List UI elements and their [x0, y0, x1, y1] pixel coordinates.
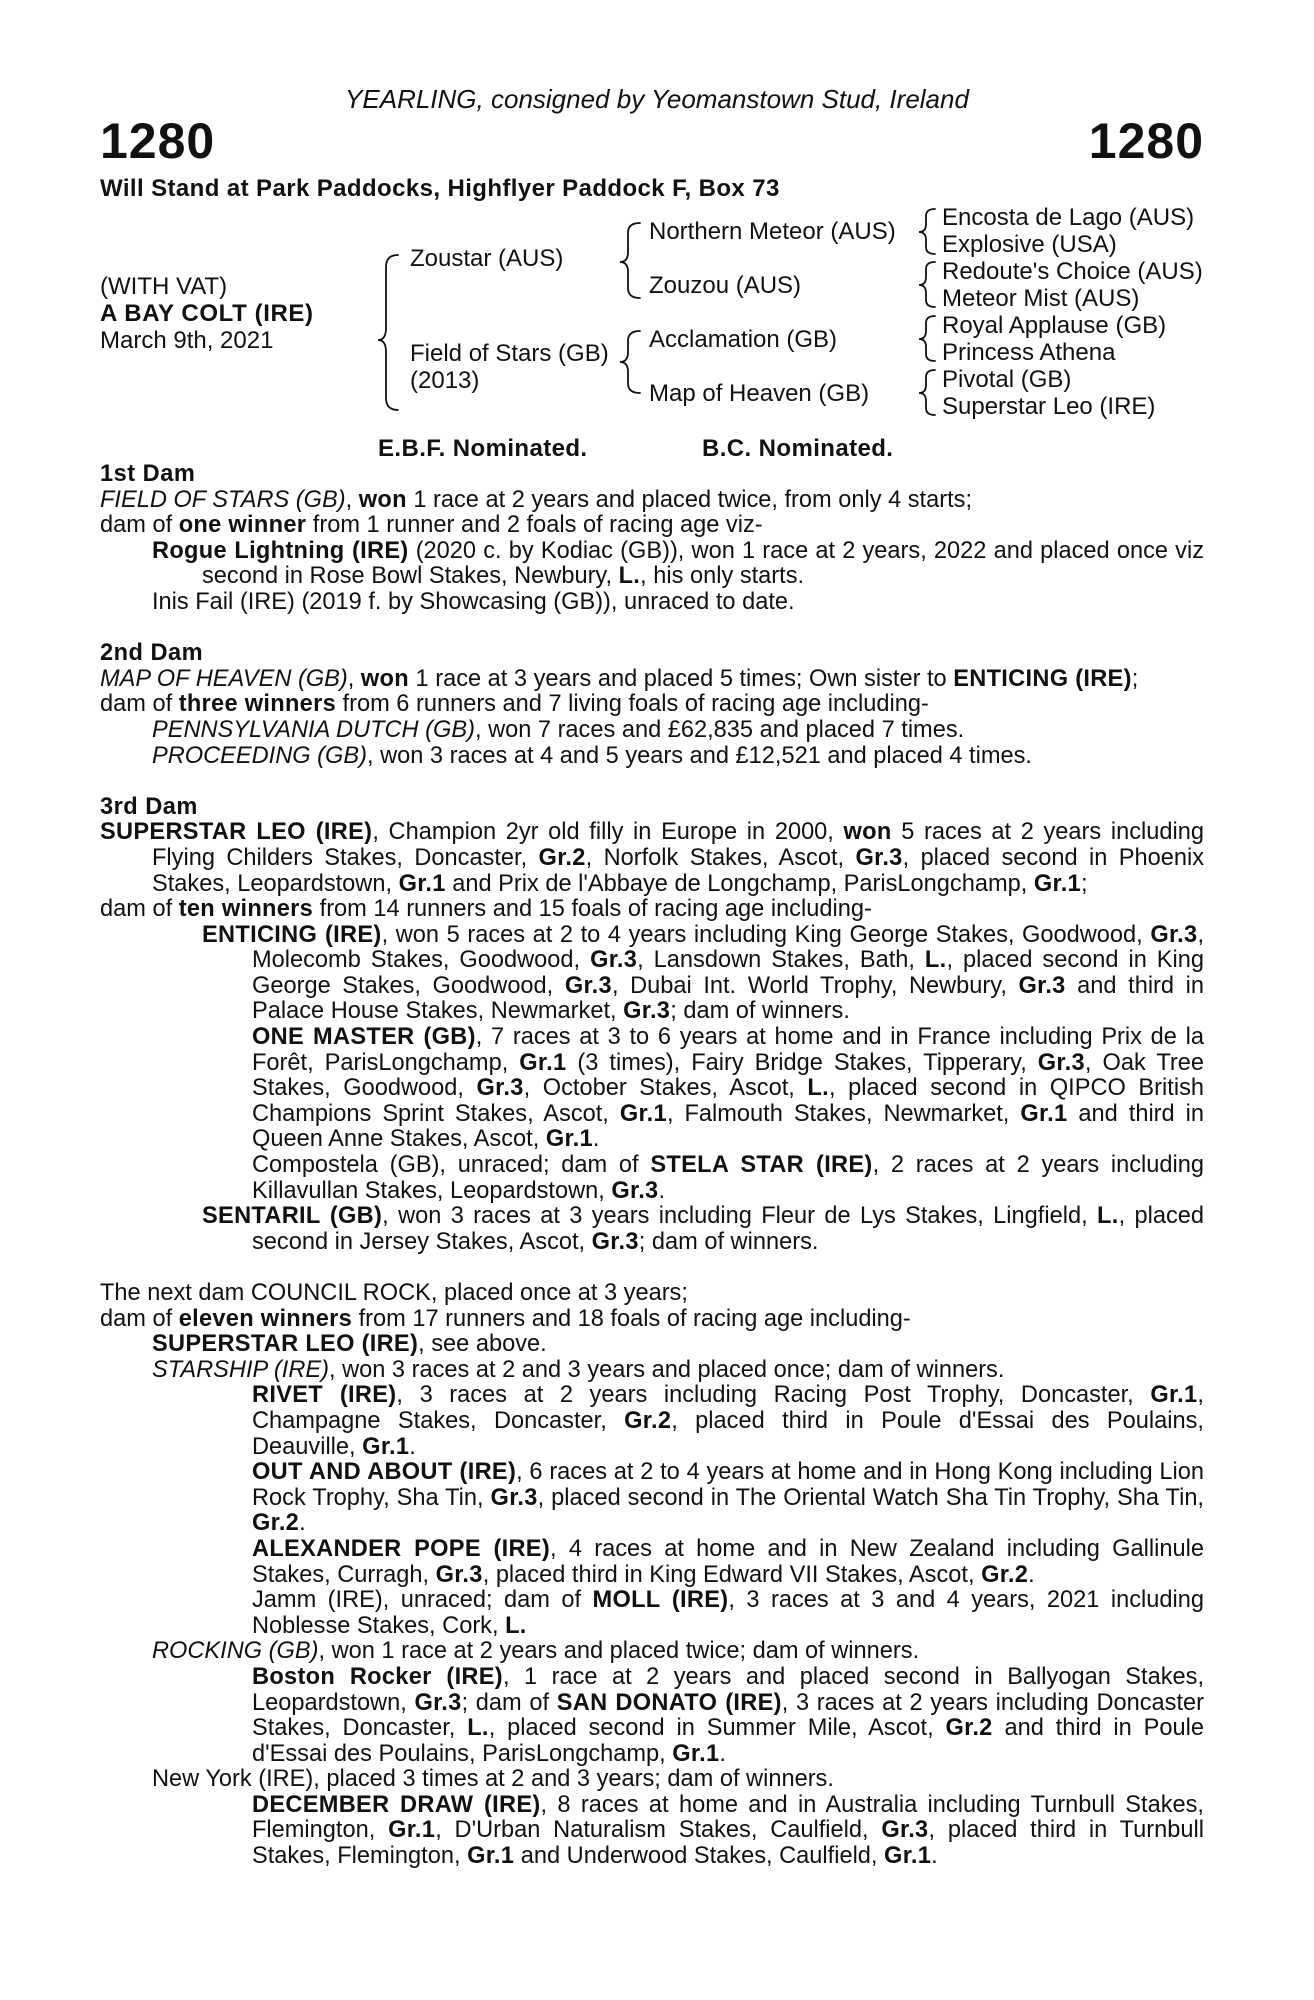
bold-run: Gr.2 [538, 844, 586, 871]
text-run: ; dam of winners. [670, 998, 850, 1025]
second-dam-line [100, 667, 1204, 693]
text-run: and Prix de l'Abbaye de Longchamp, ParisLongchamp, [445, 870, 1034, 897]
dam-sire-name: Acclamation (GB) [649, 326, 838, 353]
bold-run: L. [1096, 1203, 1119, 1230]
text-run: Compostela (GB), unraced; dam of [252, 1152, 651, 1179]
bold-run: Gr.1 [388, 1817, 436, 1844]
text-run: , 4 races at home and in New Zealand including Gallinule Stakes, Curragh, [252, 1535, 1204, 1588]
produce-record [100, 462, 1204, 1870]
bold-run: Gr.1 [519, 1049, 567, 1076]
grand-ancestor-3: Redoute's Choice (AUS) [942, 258, 1203, 285]
next-dam-summary [100, 1307, 1204, 1333]
text-run: and Underwood Stakes, Caulfield, [514, 1843, 885, 1870]
text-run: 5 races at 2 years including Flying Childers Stakes, Doncaster, [152, 819, 1204, 871]
bold-run: Rogue Lightning (IRE) [152, 537, 409, 564]
third-dam-heading: 3rd Dam [100, 793, 198, 820]
grand-ancestor-8: Superstar Leo (IRE) [942, 393, 1156, 420]
bold-run: L. [618, 563, 641, 590]
bold-run: Gr.2 [981, 1561, 1029, 1588]
text-run: and third in Queen Anne Stakes, Ascot, [252, 1100, 1205, 1153]
bracket-g2 [919, 262, 935, 307]
vat-note: (WITH VAT) [100, 273, 228, 300]
bracket-g1 [919, 209, 935, 254]
bold-run: Gr.3 [435, 1561, 483, 1588]
section-gap [100, 1255, 1204, 1281]
bold-run: Gr.3 [490, 1484, 538, 1511]
bold-run: L. [467, 1715, 489, 1742]
text-run: , won 1 race at 2 years and placed twice; dam of winners. [318, 1638, 920, 1665]
text-run: , Champagne Stakes, Doncaster, [252, 1382, 1204, 1434]
produce-entry [100, 1767, 1204, 1793]
text-run: ; dam of winners. [638, 1228, 819, 1255]
second-dam-heading: 2nd Dam [100, 640, 204, 667]
second-dam-summary [100, 692, 1204, 718]
text-run: and third in Poule d'Essai des Poulains, ParisLongchamp, [252, 1715, 1204, 1767]
text-run: , placed second in QIPCO British Champions Sprint Stakes, Ascot, [252, 1075, 1204, 1127]
third-dam-line [100, 820, 1204, 897]
bold-run: Gr.1 [1020, 1100, 1068, 1127]
bold-run: STELA STAR (IRE) [650, 1152, 873, 1179]
text-run: dam of [100, 691, 179, 718]
italic-run: PENNSYLVANIA DUTCH (GB) [152, 716, 475, 743]
text-run: , 3 races at 2 years including Doncaster Stakes, Doncaster, [252, 1689, 1204, 1742]
bold-run: Gr.2 [624, 1407, 672, 1434]
text-run: from 14 runners and 15 foals of racing age including- [313, 896, 872, 923]
italic-run: MAP OF HEAVEN (GB) [100, 665, 348, 692]
bracket-sire [620, 223, 640, 298]
bold-run: won [358, 486, 407, 513]
bold-run: Gr.1 [545, 1126, 593, 1153]
produce-entry [100, 1025, 1204, 1153]
bold-run: ALEXANDER POPE (IRE) [252, 1535, 550, 1562]
bold-run: Gr.1 [467, 1843, 515, 1870]
bold-run: Gr.1 [619, 1100, 667, 1127]
grand-ancestor-4: Meteor Mist (AUS) [942, 285, 1140, 312]
produce-entry [100, 590, 1204, 616]
produce-entry [100, 1460, 1204, 1537]
section-gap [100, 769, 1204, 795]
text-run: , 2 races at 2 years including Killavullan Stakes, Leopardstown, [252, 1152, 1205, 1204]
text-run: , 8 races at home and in Australia including Turnbull Stakes, Flemington, [252, 1791, 1204, 1844]
produce-entry [100, 744, 1204, 770]
bold-run: SUPERSTAR LEO (IRE) [100, 819, 373, 846]
produce-entry [100, 1537, 1204, 1588]
bold-run: three winners [178, 691, 336, 718]
produce-entry [100, 539, 1204, 590]
italic-run: PROCEEDING (GB) [152, 742, 367, 769]
text-run: , Falmouth Stakes, Newmarket, [666, 1100, 1021, 1127]
grand-ancestor-7: Pivotal (GB) [942, 366, 1072, 393]
sire-dam-name: Zouzou (AUS) [649, 272, 802, 299]
text-run: , Oak Tree Stakes, Goodwood, [252, 1049, 1204, 1102]
text-run: , D'Urban Naturalism Stakes, Caulfield, [435, 1817, 882, 1844]
grand-ancestor-5: Royal Applause (GB) [942, 312, 1167, 339]
text-run: (3 times), Fairy Bridge Stakes, Tipperary, [566, 1049, 1038, 1076]
text-run: , placed second in Jersey Stakes, Ascot, [252, 1203, 1204, 1255]
text-run: , won 3 races at 3 years including Fleur de Lys Stakes, Lingfield, [382, 1203, 1097, 1230]
text-run: , his only starts. [640, 563, 805, 590]
text-run: . [719, 1740, 726, 1767]
bold-run: Gr.2 [945, 1715, 993, 1742]
produce-entry [100, 1588, 1204, 1639]
text-run: , placed third in Poule d'Essai des Poulains, Deauville, [252, 1407, 1204, 1460]
text-run: New York (IRE), placed 3 times at 2 and 3 years; dam of winners. [152, 1766, 834, 1793]
text-run: , 3 races at 2 years including Racing Post Trophy, Doncaster, [396, 1382, 1151, 1409]
bold-run: Gr.3 [476, 1075, 524, 1102]
text-run: . [299, 1510, 306, 1537]
text-run: , placed third in King Edward VII Stakes, Ascot, [482, 1561, 982, 1588]
text-run: , placed second in The Oriental Watch Sha Tin Trophy, Sha Tin, [537, 1484, 1204, 1511]
bold-run: Gr.3 [414, 1689, 462, 1716]
bold-run: Gr.1 [362, 1433, 410, 1460]
stand-location: Will Stand at Park Paddocks, Highflyer Paddock F, Box 73 [100, 175, 780, 202]
bold-run: Gr.3 [1037, 1049, 1085, 1076]
grand-ancestor-6: Princess Athena [942, 339, 1116, 366]
text-run: , won 3 races at 2 and 3 years and placed once; dam of winners. [328, 1356, 1005, 1383]
sire-sire-name: Northern Meteor (AUS) [649, 218, 896, 245]
text-run: (2020 c. by Kodiac (GB)), won 1 race at 2 years, 2022 and placed once viz second in Rose Bowl Stakes, Newbury, [202, 537, 1204, 590]
produce-entry [100, 1665, 1204, 1767]
text-run: from 6 runners and 7 living foals of racing age including- [336, 691, 929, 718]
text-run: dam of [100, 896, 179, 923]
text-run: , won 3 races at 4 and 5 years and £12,521 and placed 4 times. [366, 742, 1032, 769]
bold-run: Gr.3 [590, 947, 638, 974]
text-run: , placed third in Turnbull Stakes, Flemington, [252, 1817, 1204, 1870]
text-run: , placed second in King George Stakes, Goodwood, [252, 947, 1205, 999]
text-run: , [347, 665, 361, 692]
produce-entry [100, 1332, 1204, 1358]
bold-run: Gr.3 [855, 844, 903, 871]
text-run: from 1 runner and 2 foals of racing age viz- [306, 512, 763, 539]
produce-entry [100, 1358, 1204, 1384]
text-run: Jamm (IRE), unraced; dam of [252, 1587, 593, 1614]
produce-entry [100, 1204, 1204, 1255]
third-dam-summary [100, 897, 1204, 923]
bold-run: won [360, 665, 409, 692]
text-run: and third in Palace House Stakes, Newmarket, [252, 972, 1204, 1025]
lot-number-left: 1280 [100, 113, 216, 169]
text-run: , Champion 2yr old filly in Europe in 2000, [372, 819, 844, 846]
text-run: ; [1131, 665, 1139, 692]
text-run: , [345, 486, 359, 513]
text-run: , won 5 races at 2 to 4 years including King George Stakes, Goodwood, [381, 921, 1151, 948]
produce-entry [100, 1383, 1204, 1460]
bold-run: Gr.3 [881, 1817, 929, 1844]
bold-run: won [843, 819, 892, 846]
text-run: The next dam COUNCIL ROCK, placed once at 3 years; [100, 1280, 688, 1306]
bold-run: Gr.3 [1150, 921, 1198, 948]
dam-dam-name: Map of Heaven (GB) [649, 380, 870, 407]
first-dam-summary [100, 513, 1204, 539]
text-run: . [658, 1177, 666, 1204]
text-run: dam of [100, 512, 179, 539]
italic-run: ROCKING (GB) [152, 1638, 319, 1665]
bold-run: Gr.3 [611, 1177, 659, 1204]
bold-run: Gr.1 [1033, 870, 1081, 897]
dam-year: (2013) [410, 367, 480, 394]
bold-run: Gr.1 [672, 1740, 720, 1767]
bold-run: DECEMBER DRAW (IRE) [252, 1791, 541, 1818]
produce-entry [100, 1639, 1204, 1665]
bold-run: OUT AND ABOUT (IRE) [252, 1459, 517, 1486]
text-run: , 6 races at 2 to 4 years at home and in Hong Kong including Lion Rock Trophy, Sha Tin, [252, 1459, 1204, 1511]
text-run: , 7 races at 3 to 6 years at home and in France including Prix de la Forêt, ParisLongchamp, [252, 1024, 1204, 1076]
bold-run: Gr.1 [1150, 1382, 1198, 1409]
bold-run: L. [924, 947, 947, 974]
bold-run: Gr.3 [564, 972, 612, 999]
next-dam-line [100, 1281, 1204, 1307]
text-run: , placed second in Summer Mile, Ascot, [488, 1715, 946, 1742]
bracket-g4 [919, 370, 935, 415]
text-run: ; [1080, 870, 1088, 897]
ebf-nomination: E.B.F. Nominated. [378, 435, 588, 462]
bold-run: Gr.3 [591, 1228, 639, 1255]
bold-run: Gr.1 [884, 1843, 932, 1870]
text-run: . [931, 1843, 938, 1870]
lot-number-right: 1280 [1088, 113, 1204, 169]
bold-run: Gr.1 [398, 870, 446, 897]
italic-run: STARSHIP (IRE) [152, 1356, 329, 1383]
bold-run: Boston Rocker (IRE) [252, 1663, 503, 1690]
produce-entry [100, 923, 1204, 1025]
bold-run: L. [807, 1075, 829, 1102]
bracket-dam [620, 331, 640, 393]
consignment-line: YEARLING, consigned by Yeomanstown Stud, Ireland [345, 84, 969, 114]
text-run: 1 race at 2 years and placed twice, from only 4 starts; [406, 486, 972, 513]
pedigree-table [0, 0, 1314, 440]
text-run: , Lansdown Stakes, Bath, [637, 947, 925, 974]
bold-run: Gr.2 [252, 1510, 300, 1537]
first-dam-heading: 1st Dam [100, 461, 196, 487]
produce-entry [100, 1153, 1204, 1204]
produce-entry [100, 1793, 1204, 1870]
grand-ancestor-1: Encosta de Lago (AUS) [942, 204, 1195, 231]
bold-run: ENTICING (IRE) [953, 665, 1132, 692]
text-run: , 3 races at 3 and 4 years, 2021 including Noblesse Stakes, Cork, [252, 1587, 1204, 1639]
text-run: , placed second in Phoenix Stakes, Leopardstown, [152, 844, 1204, 897]
bold-run: SAN DONATO (IRE) [556, 1689, 782, 1716]
sire-name: Zoustar (AUS) [410, 245, 564, 272]
bold-run: L. [505, 1612, 527, 1639]
bold-run: SUPERSTAR LEO (IRE) [152, 1331, 419, 1358]
bold-run: Gr.3 [623, 998, 671, 1025]
text-run: , Molecomb Stakes, Goodwood, [252, 921, 1205, 974]
bold-run: one winner [178, 512, 307, 539]
bold-run: SENTARIL (GB) [202, 1203, 383, 1230]
bold-run: eleven winners [178, 1305, 353, 1332]
text-run: 1 race at 3 years and placed 5 times; Own sister to [408, 665, 954, 692]
section-gap [100, 616, 1204, 642]
grand-ancestor-2: Explosive (USA) [942, 231, 1117, 258]
bold-run: MOLL (IRE) [592, 1587, 729, 1614]
text-run: . [1028, 1561, 1035, 1588]
text-run: . [592, 1126, 600, 1153]
dam-name: Field of Stars (GB) [410, 340, 609, 367]
text-run: , see above. [418, 1331, 547, 1358]
text-run: , Dubai Int. World Trophy, Newbury, [611, 972, 1019, 999]
bold-run: ONE MASTER (GB) [252, 1024, 476, 1051]
text-run: ; dam of [461, 1689, 557, 1716]
text-run: , 1 race at 2 years and placed second in Ballyogan Stakes, Leopardstown, [252, 1663, 1204, 1716]
first-dam-line [100, 488, 1204, 514]
text-run: , October Stakes, Ascot, [523, 1075, 808, 1102]
bold-run: RIVET (IRE) [252, 1382, 397, 1409]
text-run: dam of [100, 1305, 179, 1332]
text-run: . [409, 1433, 416, 1460]
bracket-g3 [919, 316, 935, 361]
text-run: , won 7 races and £62,835 and placed 7 times. [474, 716, 965, 743]
bold-run: ENTICING (IRE) [202, 921, 382, 948]
bold-run: Gr.3 [1018, 972, 1066, 999]
bc-nomination: B.C. Nominated. [702, 435, 894, 462]
horse-name: A BAY COLT (IRE) [100, 300, 314, 327]
text-run: from 17 runners and 18 foals of racing age including- [352, 1305, 911, 1332]
text-run: Inis Fail (IRE) (2019 f. by Showcasing (GB)), unraced to date. [152, 588, 795, 615]
bracket-main [378, 255, 398, 410]
bold-run: ten winners [178, 896, 314, 923]
foaling-date: March 9th, 2021 [100, 327, 274, 354]
text-run: , Norfolk Stakes, Ascot, [585, 844, 856, 871]
italic-run: FIELD OF STARS (GB) [100, 486, 346, 513]
produce-entry [100, 718, 1204, 744]
